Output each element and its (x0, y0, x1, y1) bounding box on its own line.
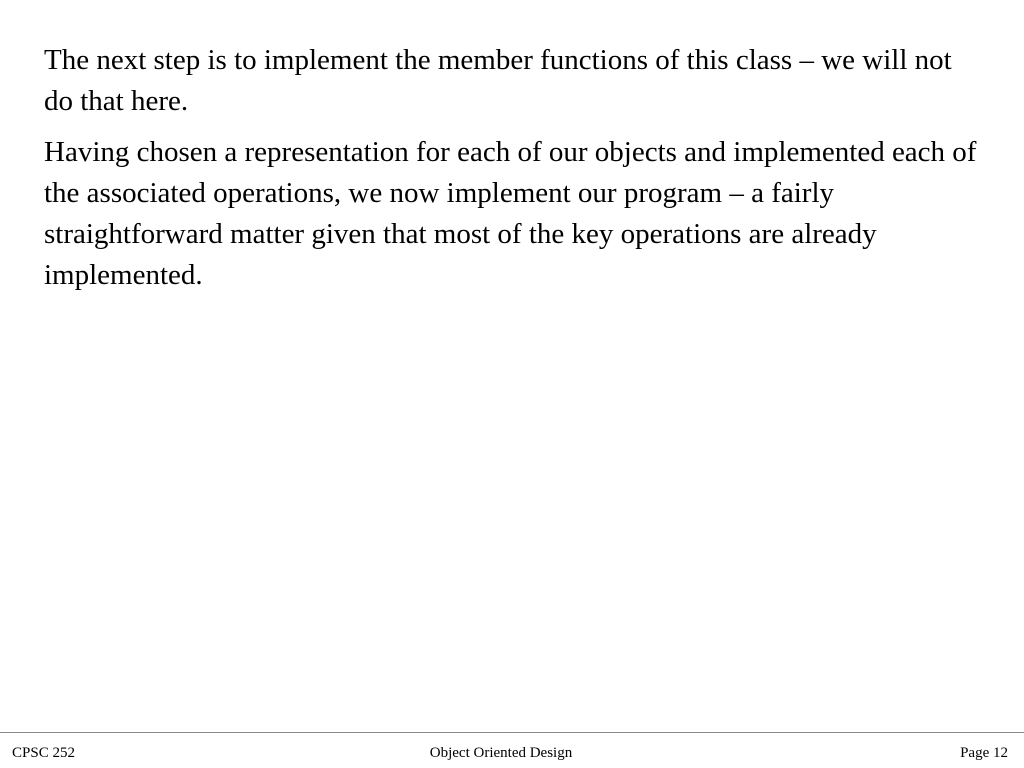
paragraph-2: Having chosen a representation for each of our objects and implemented each of the associated operations, we now implement our program – a fairly straightforward matter given that most of the key operations are already implemented. (44, 136, 977, 291)
footer-title: Object Oriented Design (429, 745, 573, 761)
footer-page-number: Page 12 (960, 745, 1008, 761)
footer-title-container (0, 742, 1024, 764)
footer-divider (0, 732, 1024, 733)
slide-body (44, 40, 984, 306)
slide-footer (0, 742, 1024, 764)
paragraph-1: The next step is to implement the member functions of this class – we will not do that here. (44, 44, 952, 117)
footer-course: CPSC 252 (12, 745, 75, 761)
